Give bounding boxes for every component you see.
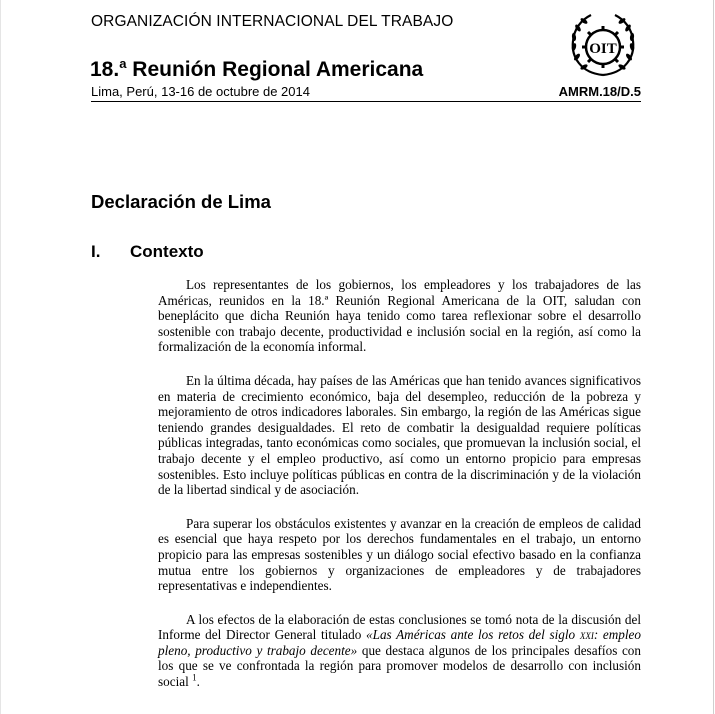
body-text <box>158 277 641 708</box>
footnote-ref[interactable]: 1 <box>192 672 197 683</box>
logo-text: OIT <box>589 41 617 57</box>
meeting-title: 18.$^a$ Reunión Regional Americana <box>90 56 424 81</box>
paragraph-2: En la última década, hay países de las Américas que han tenido avances significativos en materia de crecimiento económico, baja del desempleo, reducción de la pobreza y mejoramiento de otros indicadores laborales. Sin embargo, la región de las Américas sigue teniendo grandes desigualdades. El reto de combatir la desigualdad requiere políticas públicas integradas, tanto económicas como sociales, que promuevan la inclusión social, el trabajo decente y el empleo productivo, así como un entorno propicio para empresas sostenibles. Esto incluye políticas públicas en contra de la discriminación y de la violación de la libertad sindical y de asociación. <box>158 372 641 498</box>
section-title: Contexto <box>130 242 204 261</box>
document-title: Declaración de Lima <box>91 191 271 212</box>
paragraph-3: Para superar los obstáculos existentes y avanzar en la creación de empleos de calidad es esencial que haya respeto por los derechos fundamentales en el trabajo, un entorno propicio para las empresas sostenibles y un diálogo social efectivo basado en la confianza mutua entre los gobiernos y organizaciones de empleadores y de trabajadores representativas e independientes. <box>158 515 641 594</box>
place-date: Lima, Perú, 13-16 de octubre de 2014 <box>91 84 310 99</box>
header-divider <box>91 101 641 102</box>
section-heading <box>91 242 204 262</box>
paragraph-4: A los efectos de la elaboración de estas conclusiones se tomó nota de la discusión del Informe del Director General titulado «Las Américas ante los retos del siglo xxi: empleo pleno, productivo y trabajo decente» que destaca algunos de los principales desafíos con los que se ve confrontada la región para promover modelos de desarrollo con inclusión social $^1$. <box>158 611 641 690</box>
section-number: I. <box>91 242 101 261</box>
document-reference: AMRM.18/D.5 <box>558 84 641 99</box>
paragraph-1: Los representantes de los gobiernos, los empleadores y los trabajadores de las Américas, reunidos en la 18.ª Reunión Regional Americana de la OIT, saludan con beneplácito que dicha Reunión haya tenido como tarea reflexionar sobre el desarrollo sostenible con trabajo decente, productividad e inclusión social en la región, así como la formalización de la economía informal. <box>158 277 641 355</box>
organization-name: ORGANIZACIÓN INTERNACIONAL DEL TRABAJO <box>91 13 454 30</box>
report-title: «Las Américas ante los retos del siglo xxi: empleo pleno, productivo y trabajo decente» <box>158 627 641 658</box>
ilo-logo <box>567 11 639 81</box>
